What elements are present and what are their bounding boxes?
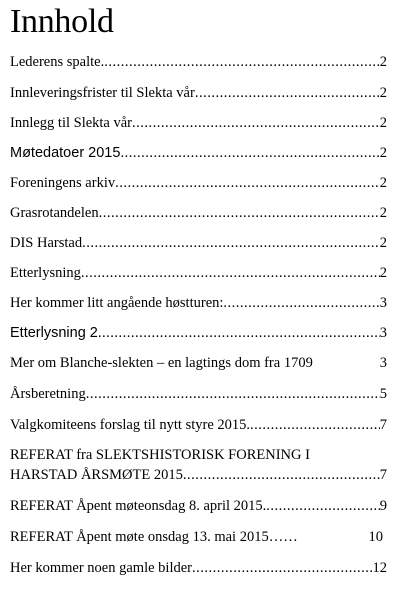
toc-entry-referat-mai[interactable]	[10, 527, 387, 547]
toc-entry-arsberetning[interactable]	[10, 384, 387, 404]
toc-list	[10, 52, 390, 578]
dot-leader	[86, 384, 380, 404]
dot-leader	[81, 263, 380, 283]
toc-entry-label: Foreningens arkiv	[10, 175, 116, 191]
toc-entry-grasrotandelen[interactable]	[10, 203, 387, 223]
toc-entry-label-line-1: REFERAT fra SLEKTSHISTORISK FORENING I	[10, 447, 310, 463]
dot-leader	[104, 52, 380, 72]
toc-entry-hosttur[interactable]	[10, 293, 387, 313]
toc-entry-label: Mer om Blanche-slekten – en lagtings dom fra 1709	[10, 355, 313, 371]
toc-entry-label-line-2: HARSTAD ÅRSMØTE 2015	[10, 467, 183, 483]
dot-leader	[183, 465, 380, 485]
toc-entry-innlegg[interactable]	[10, 113, 387, 133]
toc-entry-etterlysning[interactable]	[10, 263, 387, 283]
dot-leader	[82, 233, 380, 253]
toc-entry-page-number: 3	[379, 295, 387, 311]
toc-entry-blanche-slekten[interactable]	[10, 353, 387, 373]
toc-entry-label: REFERAT Åpent møteonsdag 8. april 2015.	[10, 498, 267, 514]
toc-entry-label: Etterlysning	[10, 265, 81, 281]
toc-entry-label: Etterlysning 2	[10, 325, 98, 341]
toc-heading: Innhold	[10, 3, 114, 40]
toc-entry-label: Grasrotandelen	[10, 205, 99, 221]
toc-entry-referat-arsmote[interactable]	[10, 445, 387, 485]
toc-entry-page-number: 5	[379, 386, 387, 402]
toc-entry-label: Møtedatoer 2015	[10, 145, 121, 161]
toc-entry-page-number: 2	[379, 205, 387, 221]
toc-entry-innleveringsfrister[interactable]	[10, 83, 387, 103]
toc-entry-dis-harstad[interactable]	[10, 233, 387, 253]
dot-leader	[223, 293, 379, 313]
toc-entry-label: Innlegg til Slekta vår	[10, 115, 133, 131]
dot-leader	[115, 173, 380, 193]
toc-entry-label: Lederens spalte.	[10, 54, 105, 70]
dot-leader	[120, 143, 379, 163]
toc-entry-page-number: 3	[379, 325, 387, 341]
dot-leader	[266, 496, 379, 516]
toc-entry-page-number: 2	[379, 145, 387, 161]
toc-entry-valgkomiteens-forslag[interactable]	[10, 415, 387, 435]
toc-entry-page-number: 2	[379, 115, 387, 131]
toc-entry-etterlysning-2[interactable]	[10, 323, 387, 343]
toc-entry-page-number: 10	[368, 529, 383, 545]
toc-entry-label: Her kommer litt angående høstturen:	[10, 295, 224, 311]
toc-entry-page-number: 2	[379, 175, 387, 191]
toc-entry-page-number: 2	[379, 235, 387, 251]
toc-entry-page-number: 3	[379, 355, 387, 371]
toc-entry-label: Årsberetning	[10, 386, 86, 402]
toc-entry-page-number: 12	[372, 560, 387, 576]
dot-leader	[192, 558, 373, 578]
dot-leader	[98, 323, 380, 343]
toc-entry-label: Valgkomiteens forslag til nytt styre 2015.	[10, 417, 251, 433]
dot-leader	[195, 83, 380, 103]
toc-entry-referat-april[interactable]	[10, 496, 387, 516]
toc-entry-page-number: 2	[379, 85, 387, 101]
toc-entry-page-number: 7	[379, 467, 387, 483]
dot-leader	[250, 415, 380, 435]
toc-entry-page-number: 2	[379, 54, 387, 70]
toc-entry-gamle-bilder[interactable]	[10, 558, 387, 578]
toc-entry-lederens-spalte[interactable]	[10, 52, 387, 72]
toc-entry-label: DIS Harstad	[10, 235, 83, 251]
toc-entry-motedatoer[interactable]	[10, 143, 387, 163]
toc-entry-label: REFERAT Åpent møte onsdag 13. mai 2015……	[10, 529, 298, 545]
toc-entry-page-number: 7	[379, 417, 387, 433]
toc-entry-foreningens-arkiv[interactable]	[10, 173, 387, 193]
dot-leader	[99, 203, 380, 223]
toc-entry-page-number: 2	[379, 265, 387, 281]
toc-entry-label: Her kommer noen gamle bilder	[10, 560, 192, 576]
toc-entry-page-number: 9	[379, 498, 387, 514]
dot-leader	[132, 113, 380, 133]
toc-entry-label: Innleveringsfrister til Slekta vår	[10, 85, 195, 101]
